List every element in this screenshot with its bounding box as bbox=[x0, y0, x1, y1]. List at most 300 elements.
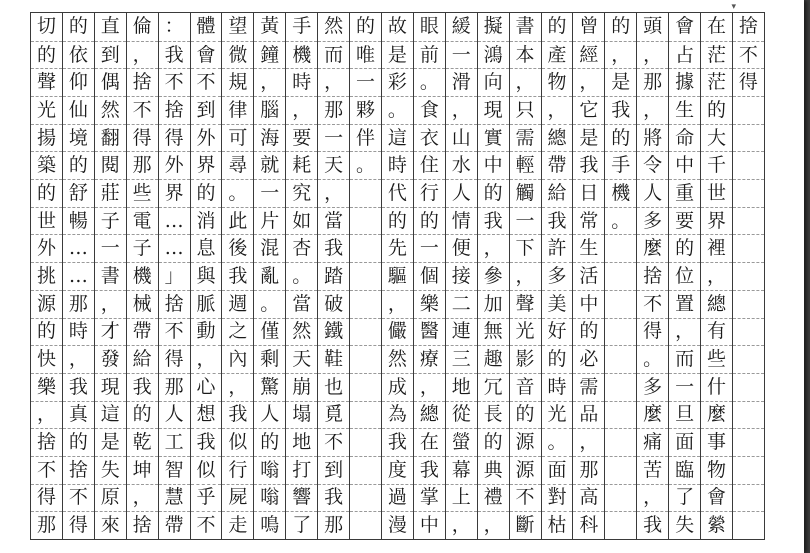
manuscript-cell: 眼 bbox=[419, 15, 439, 38]
manuscript-cell: 我 bbox=[542, 207, 573, 235]
manuscript-column bbox=[317, 13, 349, 539]
manuscript-cell: 書 bbox=[95, 262, 126, 290]
manuscript-cell: 不 bbox=[159, 318, 190, 346]
manuscript-cell: ， bbox=[63, 345, 94, 373]
manuscript-cell: 我 bbox=[159, 41, 190, 69]
manuscript-cell: 帶 bbox=[542, 151, 573, 179]
manuscript-cell: 對 bbox=[542, 484, 573, 512]
manuscript-cell: 。 bbox=[286, 262, 317, 290]
manuscript-cell: 總 bbox=[542, 124, 573, 152]
manuscript-cell: 究 bbox=[286, 179, 317, 207]
manuscript-cell: 的 bbox=[542, 345, 573, 373]
manuscript-cell bbox=[350, 345, 381, 373]
manuscript-cell: 覓 bbox=[318, 401, 349, 429]
manuscript-column bbox=[477, 13, 509, 539]
manuscript-cell: 茫 bbox=[701, 41, 732, 69]
manuscript-cell: 旦 bbox=[669, 401, 700, 429]
manuscript-cell: ， bbox=[254, 68, 285, 96]
manuscript-cell: 是 bbox=[95, 428, 126, 456]
manuscript-cell: 需 bbox=[573, 373, 604, 401]
manuscript-cell: ， bbox=[573, 68, 604, 96]
manuscript-cell: ， bbox=[191, 345, 222, 373]
manuscript-cell: 擬 bbox=[483, 15, 503, 38]
manuscript-cell: 的 bbox=[31, 41, 62, 69]
manuscript-cell: 規 bbox=[222, 68, 253, 96]
manuscript-cell bbox=[350, 373, 381, 401]
manuscript-cell: 的 bbox=[414, 207, 445, 235]
manuscript-cell: 故 bbox=[387, 15, 407, 38]
manuscript-cell: 我 bbox=[637, 511, 668, 539]
manuscript-cell: 山 bbox=[446, 124, 477, 152]
manuscript-cell: 中 bbox=[478, 151, 509, 179]
manuscript-cell: ， bbox=[127, 41, 158, 69]
manuscript-cell: 我 bbox=[318, 234, 349, 262]
manuscript-cell: 杏 bbox=[286, 234, 317, 262]
manuscript-column bbox=[285, 13, 317, 539]
manuscript-cell: 黃 bbox=[260, 15, 280, 38]
manuscript-cell: 唯 bbox=[350, 41, 381, 69]
manuscript-cell: 幕 bbox=[446, 456, 477, 484]
manuscript-cell: 腦 bbox=[254, 96, 285, 124]
manuscript-cell: 接 bbox=[446, 262, 477, 290]
manuscript-cell: 我 bbox=[222, 401, 253, 429]
manuscript-cell: 界 bbox=[701, 207, 732, 235]
manuscript-cell: 世 bbox=[31, 207, 62, 235]
manuscript-cell: 真 bbox=[63, 401, 94, 429]
manuscript-cell: 當 bbox=[286, 290, 317, 318]
manuscript-cell: 裡 bbox=[701, 234, 732, 262]
manuscript-column bbox=[700, 13, 732, 539]
manuscript-cell: 實 bbox=[478, 124, 509, 152]
manuscript-cell: 剩 bbox=[254, 345, 285, 373]
manuscript-cell: 莊 bbox=[95, 179, 126, 207]
manuscript-cell: 醫 bbox=[414, 318, 445, 346]
manuscript-cell: 千 bbox=[701, 151, 732, 179]
manuscript-cell: 律 bbox=[222, 96, 253, 124]
manuscript-cell: 鐵 bbox=[318, 318, 349, 346]
manuscript-cell: 光 bbox=[31, 96, 62, 124]
manuscript-cell: 在 bbox=[706, 15, 726, 38]
manuscript-cell: 消 bbox=[191, 207, 222, 235]
manuscript-cell: 尋 bbox=[222, 151, 253, 179]
manuscript-cell: 屍 bbox=[222, 484, 253, 512]
manuscript-cell: 是 bbox=[382, 41, 413, 69]
manuscript-cell: 機 bbox=[286, 41, 317, 69]
manuscript-cell: 打 bbox=[286, 456, 317, 484]
manuscript-cell bbox=[350, 318, 381, 346]
manuscript-cell: 會 bbox=[675, 15, 695, 38]
manuscript-cell: 手 bbox=[292, 15, 312, 38]
manuscript-cell bbox=[350, 511, 381, 539]
manuscript-cell: 輕 bbox=[510, 151, 541, 179]
manuscript-cell bbox=[605, 262, 636, 290]
manuscript-cell: ， bbox=[318, 68, 349, 96]
manuscript-cell: 加 bbox=[478, 290, 509, 318]
manuscript-cell: 儼 bbox=[382, 318, 413, 346]
manuscript-cell: 的 bbox=[669, 234, 700, 262]
manuscript-cell: 片 bbox=[254, 207, 285, 235]
manuscript-cell: 嗡 bbox=[254, 456, 285, 484]
manuscript-cell: 必 bbox=[573, 345, 604, 373]
manuscript-cell: 伴 bbox=[350, 124, 381, 152]
manuscript-column bbox=[190, 13, 222, 539]
manuscript-cell: ， bbox=[414, 373, 445, 401]
manuscript-cell: ， bbox=[95, 290, 126, 318]
manuscript-cell: 。 bbox=[605, 207, 636, 235]
manuscript-cell: 一 bbox=[669, 373, 700, 401]
manuscript-cell: 的 bbox=[63, 428, 94, 456]
manuscript-cell: 驅 bbox=[382, 262, 413, 290]
manuscript-cell: 總 bbox=[701, 290, 732, 318]
manuscript-column bbox=[509, 13, 541, 539]
manuscript-cell: 得 bbox=[159, 345, 190, 373]
manuscript-cell: 然 bbox=[382, 345, 413, 373]
manuscript-cell: 品 bbox=[573, 401, 604, 429]
manuscript-cell: 失 bbox=[669, 511, 700, 539]
manuscript-cell: 不 bbox=[63, 484, 94, 512]
manuscript-cell: 痛 bbox=[637, 428, 668, 456]
manuscript-cell bbox=[350, 456, 381, 484]
manuscript-cell bbox=[605, 373, 636, 401]
manuscript-cell: 一 bbox=[414, 234, 445, 262]
manuscript-cell: 樂 bbox=[31, 373, 62, 401]
manuscript-cell: 手 bbox=[605, 151, 636, 179]
manuscript-cell: 我 bbox=[605, 96, 636, 124]
manuscript-cell: 不 bbox=[31, 456, 62, 484]
manuscript-cell: 依 bbox=[63, 41, 94, 69]
manuscript-column bbox=[413, 13, 445, 539]
manuscript-cell: 我 bbox=[191, 428, 222, 456]
manuscript-cell: 產 bbox=[542, 41, 573, 69]
manuscript-cell: 想 bbox=[191, 401, 222, 429]
manuscript-cell: 捨 bbox=[31, 428, 62, 456]
manuscript-cell: 驚 bbox=[254, 373, 285, 401]
manuscript-cell: 後 bbox=[222, 234, 253, 262]
manuscript-cell: 。 bbox=[254, 290, 285, 318]
manuscript-cell: 亂 bbox=[254, 262, 285, 290]
manuscript-cell: 。 bbox=[637, 345, 668, 373]
manuscript-cell: 典 bbox=[478, 456, 509, 484]
manuscript-cell: ， bbox=[573, 428, 604, 456]
manuscript-cell: 。 bbox=[222, 179, 253, 207]
manuscript-cell: ， bbox=[127, 484, 158, 512]
manuscript-cell: 便 bbox=[446, 234, 477, 262]
manuscript-cell: 枯 bbox=[542, 511, 573, 539]
manuscript-cell: 多 bbox=[637, 207, 668, 235]
manuscript-cell: 的 bbox=[191, 179, 222, 207]
manuscript-cell: 命 bbox=[669, 124, 700, 152]
manuscript-cell: 影 bbox=[510, 345, 541, 373]
manuscript-cell: 從 bbox=[446, 401, 477, 429]
manuscript-cell: 了 bbox=[669, 484, 700, 512]
manuscript-cell: 的 bbox=[510, 401, 541, 429]
manuscript-cell bbox=[733, 511, 764, 539]
manuscript-cell: 源 bbox=[510, 456, 541, 484]
manuscript-cell: 臨 bbox=[669, 456, 700, 484]
manuscript-cell: 外 bbox=[191, 124, 222, 152]
manuscript-cell: 麼 bbox=[701, 401, 732, 429]
manuscript-cell: 什 bbox=[701, 373, 732, 401]
manuscript-cell: 望 bbox=[228, 15, 248, 38]
manuscript-column bbox=[349, 13, 381, 539]
manuscript-cell bbox=[733, 179, 764, 207]
manuscript-cell: 給 bbox=[542, 179, 573, 207]
manuscript-cell: 快 bbox=[31, 345, 62, 373]
manuscript-column bbox=[221, 13, 253, 539]
manuscript-cell: 乎 bbox=[191, 484, 222, 512]
manuscript-cell: 不 bbox=[127, 96, 158, 124]
manuscript-column bbox=[732, 13, 764, 539]
manuscript-cell: 的 bbox=[63, 151, 94, 179]
manuscript-cell: 仰 bbox=[63, 68, 94, 96]
manuscript-cell: 源 bbox=[510, 428, 541, 456]
manuscript-cell bbox=[350, 428, 381, 456]
manuscript-cell bbox=[605, 345, 636, 373]
manuscript-cell: ， bbox=[446, 96, 477, 124]
manuscript-cell: 我 bbox=[318, 484, 349, 512]
manuscript-cell bbox=[733, 234, 764, 262]
manuscript-cell: 一 bbox=[318, 124, 349, 152]
manuscript-column bbox=[126, 13, 158, 539]
manuscript-cell: 要 bbox=[286, 124, 317, 152]
manuscript-cell: 天 bbox=[318, 151, 349, 179]
manuscript-cell: 原 bbox=[95, 484, 126, 512]
manuscript-cell: 築 bbox=[31, 151, 62, 179]
manuscript-cell: 過 bbox=[382, 484, 413, 512]
manuscript-cell: 面 bbox=[669, 428, 700, 456]
manuscript-cell: 情 bbox=[446, 207, 477, 235]
manuscript-cell: 坤 bbox=[127, 456, 158, 484]
manuscript-cell: 捨 bbox=[738, 15, 758, 38]
manuscript-column bbox=[31, 13, 62, 539]
manuscript-cell: 是 bbox=[605, 68, 636, 96]
manuscript-cell: ， bbox=[510, 68, 541, 96]
manuscript-cell: 了 bbox=[286, 511, 317, 539]
manuscript-cell: ， bbox=[510, 262, 541, 290]
manuscript-cell: 得 bbox=[159, 124, 190, 152]
manuscript-cell: 也 bbox=[318, 373, 349, 401]
manuscript-cell: 會 bbox=[701, 484, 732, 512]
manuscript-cell: 得 bbox=[63, 511, 94, 539]
manuscript-cell: 子 bbox=[127, 234, 158, 262]
manuscript-grid bbox=[30, 12, 765, 540]
manuscript-cell: ， bbox=[669, 318, 700, 346]
manuscript-cell: 行 bbox=[414, 179, 445, 207]
manuscript-cell: 縈 bbox=[701, 511, 732, 539]
manuscript-cell: 捨 bbox=[127, 511, 158, 539]
manuscript-cell: 會 bbox=[191, 41, 222, 69]
manuscript-cell: 要 bbox=[669, 207, 700, 235]
manuscript-cell: 那 bbox=[318, 511, 349, 539]
manuscript-cell: 需 bbox=[510, 124, 541, 152]
manuscript-cell: 的 bbox=[611, 15, 631, 38]
manuscript-cell bbox=[605, 401, 636, 429]
manuscript-cell: 無 bbox=[478, 318, 509, 346]
manuscript-cell: 到 bbox=[191, 96, 222, 124]
manuscript-cell: 捨 bbox=[159, 290, 190, 318]
manuscript-cell: 科 bbox=[573, 511, 604, 539]
manuscript-cell: 大 bbox=[701, 124, 732, 152]
manuscript-cell: 電 bbox=[127, 207, 158, 235]
manuscript-cell: 只 bbox=[510, 96, 541, 124]
manuscript-cell: 的 bbox=[68, 15, 88, 38]
manuscript-cell: 一 bbox=[446, 41, 477, 69]
manuscript-cell: ， bbox=[637, 484, 668, 512]
manuscript-cell: ， bbox=[318, 179, 349, 207]
manuscript-cell: 經 bbox=[573, 41, 604, 69]
manuscript-cell bbox=[733, 373, 764, 401]
manuscript-cell: 我 bbox=[478, 207, 509, 235]
manuscript-cell: 下 bbox=[510, 234, 541, 262]
manuscript-cell: 人 bbox=[446, 179, 477, 207]
manuscript-cell: 機 bbox=[127, 262, 158, 290]
manuscript-cell: 苦 bbox=[637, 456, 668, 484]
manuscript-cell: 彩 bbox=[382, 68, 413, 96]
manuscript-cell: 現 bbox=[95, 373, 126, 401]
manuscript-cell: 鐘 bbox=[254, 41, 285, 69]
manuscript-column bbox=[158, 13, 190, 539]
manuscript-cell: 仙 bbox=[63, 96, 94, 124]
manuscript-cell: 三 bbox=[446, 345, 477, 373]
manuscript-cell: 我 bbox=[127, 373, 158, 401]
manuscript-column bbox=[253, 13, 285, 539]
manuscript-cell: ， bbox=[382, 290, 413, 318]
manuscript-cell: 頭 bbox=[643, 15, 663, 38]
manuscript-cell: 一 bbox=[254, 179, 285, 207]
manuscript-cell: 物 bbox=[542, 68, 573, 96]
manuscript-cell: 我 bbox=[573, 151, 604, 179]
manuscript-cell: 然 bbox=[286, 318, 317, 346]
manuscript-cell: 破 bbox=[318, 290, 349, 318]
manuscript-cell: 不 bbox=[191, 68, 222, 96]
manuscript-cell: 聲 bbox=[510, 290, 541, 318]
manuscript-cell: ， bbox=[222, 373, 253, 401]
manuscript-cell bbox=[350, 262, 381, 290]
manuscript-cell: 心 bbox=[191, 373, 222, 401]
manuscript-cell: 械 bbox=[127, 290, 158, 318]
manuscript-cell bbox=[350, 234, 381, 262]
manuscript-cell: 書 bbox=[515, 15, 535, 38]
manuscript-cell: 到 bbox=[318, 456, 349, 484]
corner-mark: ▾ bbox=[731, 2, 736, 12]
manuscript-cell: 音 bbox=[510, 373, 541, 401]
manuscript-cell bbox=[733, 318, 764, 346]
manuscript-column bbox=[636, 13, 668, 539]
manuscript-cell: 度 bbox=[382, 456, 413, 484]
manuscript-cell bbox=[605, 511, 636, 539]
manuscript-cell bbox=[733, 96, 764, 124]
manuscript-cell: 趣 bbox=[478, 345, 509, 373]
manuscript-cell: … bbox=[159, 207, 190, 235]
manuscript-cell: 地 bbox=[446, 373, 477, 401]
manuscript-cell: 暢 bbox=[63, 207, 94, 235]
manuscript-cell: 鴻 bbox=[478, 41, 509, 69]
manuscript-cell bbox=[605, 484, 636, 512]
manuscript-cell bbox=[733, 345, 764, 373]
manuscript-cell: 我 bbox=[382, 428, 413, 456]
manuscript-cell: 微 bbox=[222, 41, 253, 69]
manuscript-cell: 的 bbox=[254, 428, 285, 456]
manuscript-cell: ， bbox=[542, 96, 573, 124]
manuscript-cell: 鞋 bbox=[318, 345, 349, 373]
manuscript-cell bbox=[605, 456, 636, 484]
manuscript-cell: 為 bbox=[382, 401, 413, 429]
manuscript-cell: ， bbox=[478, 511, 509, 539]
manuscript-cell: 時 bbox=[286, 68, 317, 96]
manuscript-cell: 現 bbox=[478, 96, 509, 124]
manuscript-cell: 總 bbox=[414, 401, 445, 429]
manuscript-cell bbox=[733, 484, 764, 512]
manuscript-cell: 觸 bbox=[510, 179, 541, 207]
manuscript-cell: 。 bbox=[350, 151, 381, 179]
manuscript-cell: 失 bbox=[95, 456, 126, 484]
manuscript-cell: 似 bbox=[222, 428, 253, 456]
manuscript-cell: 漫 bbox=[382, 511, 413, 539]
manuscript-cell: 是 bbox=[573, 124, 604, 152]
manuscript-cell: 捨 bbox=[127, 68, 158, 96]
manuscript-cell bbox=[350, 207, 381, 235]
manuscript-cell bbox=[733, 262, 764, 290]
manuscript-cell: 時 bbox=[542, 373, 573, 401]
manuscript-cell: 與 bbox=[191, 262, 222, 290]
manuscript-cell: 來 bbox=[95, 511, 126, 539]
manuscript-cell: 參 bbox=[478, 262, 509, 290]
manuscript-cell: 發 bbox=[95, 345, 126, 373]
manuscript-cell: 的 bbox=[31, 318, 62, 346]
manuscript-cell: 物 bbox=[701, 456, 732, 484]
manuscript-cell: 的 bbox=[31, 179, 62, 207]
manuscript-cell: 舒 bbox=[63, 179, 94, 207]
manuscript-cell: 響 bbox=[286, 484, 317, 512]
manuscript-cell: 世 bbox=[701, 179, 732, 207]
manuscript-cell: 挑 bbox=[31, 262, 62, 290]
manuscript-cell: ： bbox=[164, 15, 184, 38]
manuscript-cell: 切 bbox=[36, 15, 56, 38]
manuscript-cell: 走 bbox=[222, 511, 253, 539]
manuscript-cell: 人 bbox=[159, 401, 190, 429]
manuscript-cell: 上 bbox=[446, 484, 477, 512]
manuscript-cell: 個 bbox=[414, 262, 445, 290]
manuscript-cell: … bbox=[63, 262, 94, 290]
manuscript-cell: 高 bbox=[573, 484, 604, 512]
manuscript-cell: 界 bbox=[159, 179, 190, 207]
manuscript-cell bbox=[733, 124, 764, 152]
manuscript-cell: 衣 bbox=[414, 124, 445, 152]
manuscript-cell: 好 bbox=[542, 318, 573, 346]
manuscript-cell: ， bbox=[637, 41, 668, 69]
manuscript-cell: 面 bbox=[542, 456, 573, 484]
manuscript-cell: 人 bbox=[254, 401, 285, 429]
manuscript-column bbox=[668, 13, 700, 539]
manuscript-cell bbox=[733, 207, 764, 235]
manuscript-cell: 連 bbox=[446, 318, 477, 346]
manuscript-cell: 那 bbox=[159, 373, 190, 401]
manuscript-cell: 界 bbox=[191, 151, 222, 179]
manuscript-cell: 一 bbox=[510, 207, 541, 235]
manuscript-cell: 成 bbox=[382, 373, 413, 401]
manuscript-cell: 閱 bbox=[95, 151, 126, 179]
manuscript-cell: 可 bbox=[222, 124, 253, 152]
manuscript-cell: 前 bbox=[414, 41, 445, 69]
manuscript-cell bbox=[605, 290, 636, 318]
manuscript-cell: 嗡 bbox=[254, 484, 285, 512]
manuscript-cell: 的 bbox=[605, 124, 636, 152]
manuscript-cell: 鳴 bbox=[254, 511, 285, 539]
manuscript-cell: 曾 bbox=[579, 15, 599, 38]
manuscript-cell bbox=[350, 484, 381, 512]
manuscript-column bbox=[445, 13, 477, 539]
manuscript-cell: 茫 bbox=[701, 68, 732, 96]
